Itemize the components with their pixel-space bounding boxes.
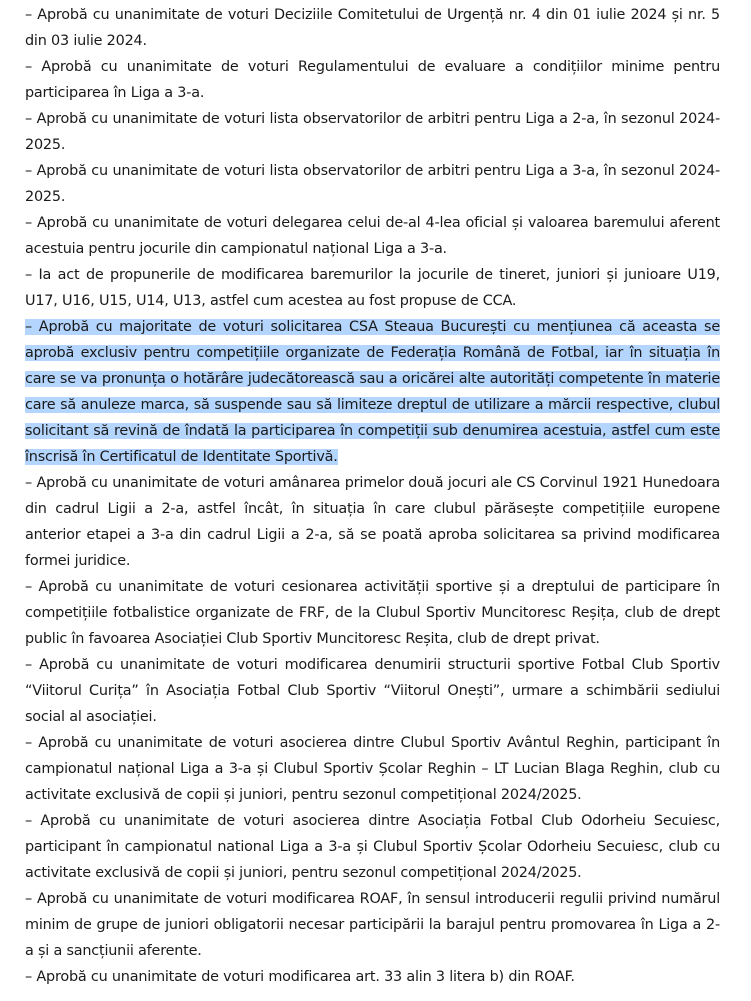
paragraph-text[interactable]: – Aprobă cu unanimitate de voturi modificarea ROAF, în sensul introducerii regulii privind numărul minim de grupe de juniori obligatorii necesar participării la barajul pentru promovarea în Liga a 2-a și a sancțiunii aferente. <box>25 891 720 959</box>
document-body <box>25 2 720 990</box>
paragraph <box>25 2 720 54</box>
paragraph-text[interactable]: – Aprobă cu unanimitate de voturi modificarea denumirii structurii sportive Fotbal Club Sportiv “Viitorul Curița” în Asociația Fotbal Club Sportiv “Viitorul Onești”, urmare a schimbării sediului social al asociației. <box>25 657 720 725</box>
paragraph-text[interactable]: – Aprobă cu unanimitate de voturi asocierea dintre Clubul Sportiv Avântul Reghin, participant în campionatul național Liga a 3-a și Clubul Sportiv Școlar Reghin – LT Lucian Blaga Reghin, club cu activitate exclusivă de copii și juniori, pentru sezonul competițional 2024/2025. <box>25 735 720 803</box>
paragraph <box>25 158 720 210</box>
paragraph-text[interactable]: – Aprobă cu unanimitate de voturi amânarea primelor două jocuri ale CS Corvinul 1921 Hunedoara din cadrul Ligii a 2-a, astfel încât, în situația în care clubul părăsește competițiile europene anterior etapei a 3-a din cadrul Ligii a 2-a, să se poată aproba solicitarea sa privind modificarea formei juridice. <box>25 475 720 569</box>
paragraph-text[interactable]: – Aprobă cu unanimitate de voturi Regulamentului de evaluare a condițiilor minime pentru participarea în Liga a 3-a. <box>25 59 720 101</box>
paragraph <box>25 964 720 990</box>
paragraph-text[interactable]: – Ia act de propunerile de modificarea baremurilor la jocurile de tineret, juniori și junioare U19, U17, U16, U15, U14, U13, astfel cum acestea au fost propuse de CCA. <box>25 267 720 309</box>
highlighted-paragraph <box>25 314 720 470</box>
paragraph-text[interactable]: – Aprobă cu unanimitate de voturi lista observatorilor de arbitri pentru Liga a 2-a, în sezonul 2024-2025. <box>25 111 720 153</box>
paragraph-text[interactable]: – Aprobă cu unanimitate de voturi cesionarea activității sportive și a dreptului de participare în competițiile fotbalistice organizate de FRF, de la Clubul Sportiv Muncitoresc Reșița, club de drept public în favoarea Asociației Club Sportiv Muncitoresc Reșita, club de drept privat. <box>25 579 720 647</box>
paragraph <box>25 574 720 652</box>
paragraph-text[interactable]: – Aprobă cu unanimitate de voturi asocierea dintre Asociația Fotbal Club Odorheiu Secuiesc, participant în campionatul national Liga a 3-a și Clubul Sportiv Școlar Odorheiu Secuiesc, club cu activitate exclusivă de copii și juniori, pentru sezonul competițional 2024/2025. <box>25 813 720 881</box>
paragraph <box>25 730 720 808</box>
paragraph <box>25 886 720 964</box>
paragraph-text[interactable]: – Aprobă cu unanimitate de voturi Deciziile Comitetului de Urgență nr. 4 din 01 iulie 2024 și nr. 5 din 03 iulie 2024. <box>25 7 720 49</box>
paragraph-text[interactable]: – Aprobă cu majoritate de voturi solicitarea CSA Steaua București cu mențiunea că aceasta se aprobă exclusiv pentru competițiile organizate de Federația Română de Fotbal, iar în situația în care se va pronunța o hotărâre judecătorească sau a oricărei alte autorități competente în materie care să anuleze marca, să suspende sau să limiteze dreptul de utilizare a mărcii respective, clubul solicitant să revină de îndată la participarea în competiții sub denumirea acestuia, astfel cum este înscrisă în Certificatul de Identitate Sportivă. <box>25 319 720 465</box>
paragraph-text[interactable]: – Aprobă cu unanimitate de voturi delegarea celui de-al 4-lea oficial și valoarea baremului aferent acestuia pentru jocurile din campionatul național Liga a 3-a. <box>25 215 720 257</box>
paragraph-text[interactable]: – Aprobă cu unanimitate de voturi modificarea art. 33 alin 3 litera b) din ROAF. <box>25 969 575 985</box>
paragraph <box>25 808 720 886</box>
paragraph <box>25 652 720 730</box>
paragraph <box>25 470 720 574</box>
paragraph <box>25 210 720 262</box>
paragraph <box>25 54 720 106</box>
paragraph-text[interactable]: – Aprobă cu unanimitate de voturi lista observatorilor de arbitri pentru Liga a 3-a, în sezonul 2024-2025. <box>25 163 720 205</box>
paragraph <box>25 106 720 158</box>
paragraph <box>25 262 720 314</box>
